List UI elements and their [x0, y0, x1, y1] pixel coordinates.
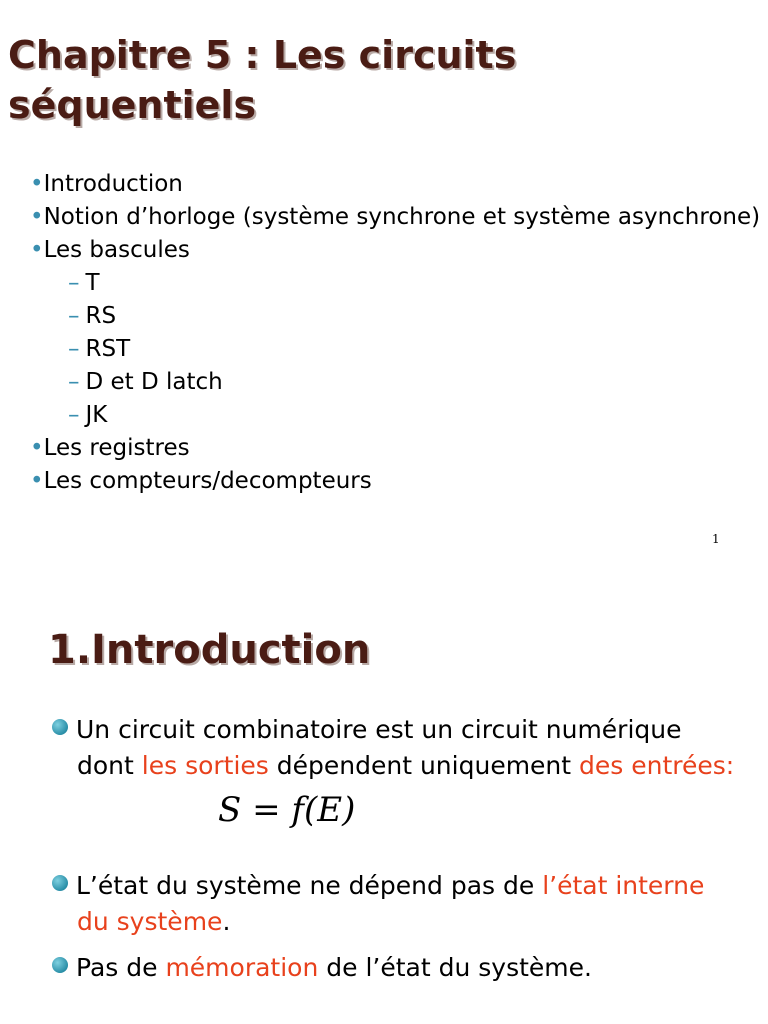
sub-list-item: – RST: [68, 336, 131, 362]
paragraph-memoration: Pas de mémoration de l’état du système.: [52, 950, 742, 986]
dash-icon: –: [68, 369, 80, 395]
page-number: 1: [712, 532, 720, 546]
highlight-des-entrees: des entrées:: [579, 751, 735, 780]
title-line-1: Chapitre 5 : Les circuits: [8, 33, 517, 77]
slide-1-title: [8, 30, 516, 130]
sub-list-item: – D et D latch: [68, 369, 223, 395]
sub-list-item: – T: [68, 270, 100, 296]
bullet-icon: •: [30, 204, 44, 230]
list-item: •Les compteurs/decompteurs: [30, 468, 372, 494]
highlight-etat-interne: l’état interne du système: [77, 871, 705, 936]
title-line-2: séquentiels: [8, 83, 257, 127]
list-item: •Introduction: [30, 171, 183, 197]
paragraph-combinatoire: Un circuit combinatoire est un circuit numérique dont les sorties dépendent uniquement des entrées:: [52, 712, 742, 784]
highlight-memoration: mémoration: [165, 953, 319, 982]
bullet-icon: •: [30, 171, 44, 197]
slide-2-title: 1.Introduction: [48, 627, 371, 673]
sub-list-item: – RS: [68, 303, 117, 329]
paragraph-etat-interne: L’état du système ne dépend pas de l’état interne du système.: [52, 868, 742, 940]
formula-s-equals-f-e: S = f(E): [218, 790, 356, 830]
highlight-les-sorties: les sorties: [141, 751, 269, 780]
dash-icon: –: [68, 270, 80, 296]
slide-2: [0, 560, 768, 1024]
dash-icon: –: [68, 303, 80, 329]
outline-list: [30, 170, 760, 495]
bullet-circle-icon: [52, 719, 68, 735]
list-item: •Les registres: [30, 435, 190, 461]
list-item: •Les bascules: [30, 237, 190, 263]
bullet-icon: •: [30, 435, 44, 461]
bullet-icon: •: [30, 237, 44, 263]
sub-list-item: – JK: [68, 402, 108, 428]
bullet-circle-icon: [52, 875, 68, 891]
bullet-icon: •: [30, 468, 44, 494]
dash-icon: –: [68, 402, 80, 428]
list-item: •Notion d’horloge (système synchrone et système asynchrone): [30, 204, 761, 230]
bullet-circle-icon: [52, 957, 68, 973]
dash-icon: –: [68, 336, 80, 362]
